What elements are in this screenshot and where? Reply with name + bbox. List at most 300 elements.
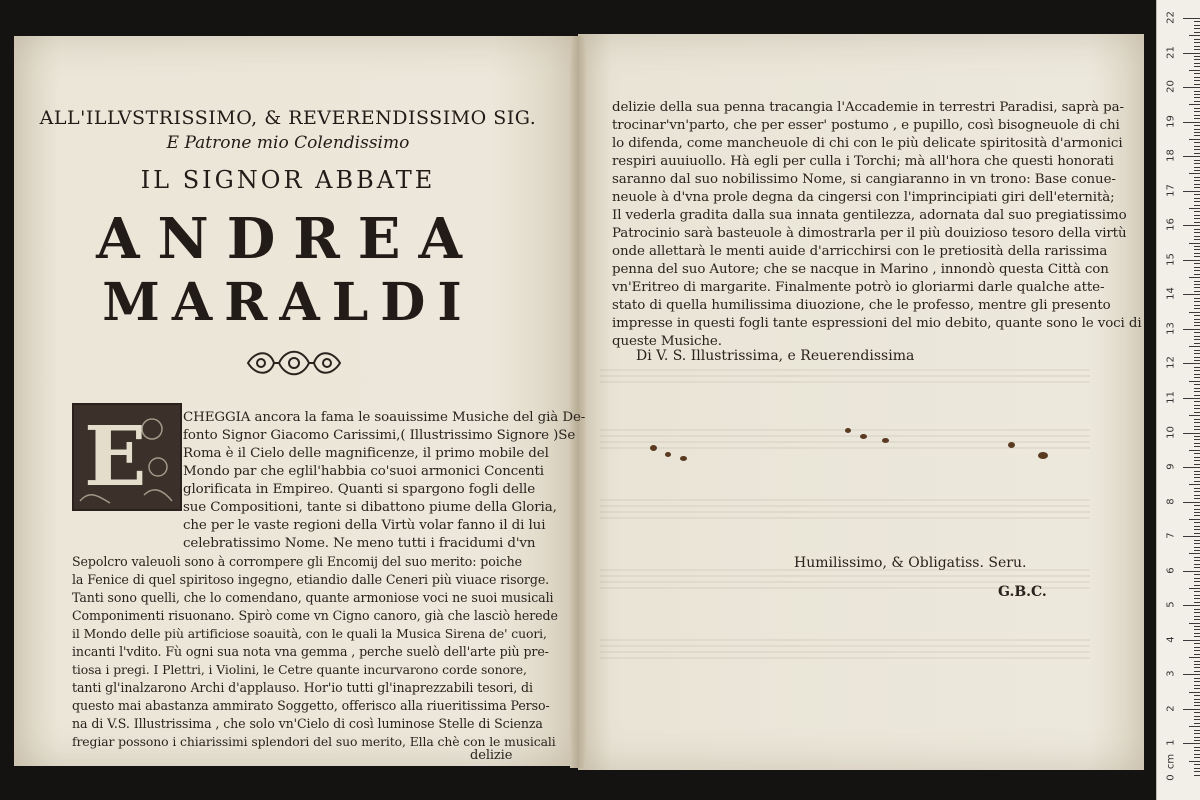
ruler-tick <box>1194 650 1200 651</box>
ruler-number: 1 <box>1165 739 1177 747</box>
ruler-tick <box>1194 443 1200 444</box>
ruler-tick <box>1183 398 1200 399</box>
left-line-5: glorificata in Empireo. Quanti si spargono fogli delle <box>183 482 536 497</box>
ruler-tick <box>1194 702 1200 703</box>
ruler-tick <box>1194 771 1200 772</box>
ruler-tick <box>1194 750 1200 751</box>
ruler-number: 4 <box>1165 636 1177 643</box>
closing: Humilissimo, & Obligatiss. Seru. <box>794 555 1027 571</box>
ruler-tick <box>1183 329 1200 330</box>
left-line-8: celebratissimo Nome. Ne meno tutti i fracidumi d'vn <box>183 536 536 551</box>
patron-line: E Patrone mio Colendissimo <box>166 133 410 153</box>
ruler-tick <box>1194 723 1200 724</box>
ruler-number: 20 <box>1165 80 1177 93</box>
ruler-number: 3 <box>1165 670 1177 678</box>
ruler-tick <box>1194 146 1200 147</box>
ruler-tick <box>1194 115 1200 116</box>
ruler-tick <box>1194 97 1200 98</box>
ruler-tick <box>1194 626 1200 627</box>
ruler-tick <box>1194 737 1200 738</box>
ruler-tick <box>1194 94 1200 95</box>
left-line-18: na di V.S. Illustrissima , che solo vn'Cielo di così luminose Stelle di Scienza <box>72 716 543 731</box>
ruler-tick <box>1194 367 1200 368</box>
ruler-tick <box>1194 25 1200 26</box>
ruler-tick <box>1189 208 1200 209</box>
left-line-9: Sepolcro valeuoli sono à corrompere gli Encomij del suo merito: poiche <box>72 554 522 569</box>
ruler-number: 21 <box>1165 45 1177 59</box>
ruler-tick <box>1183 260 1200 261</box>
ruler-tick <box>1194 21 1200 22</box>
ruler-tick <box>1189 243 1200 244</box>
ruler-tick <box>1183 53 1200 54</box>
ruler-tick <box>1189 312 1200 313</box>
ruler-tick <box>1194 177 1200 178</box>
ruler-tick <box>1194 426 1200 427</box>
ruler-tick <box>1194 481 1200 482</box>
ruler-number: 13 <box>1165 322 1177 335</box>
ruler-tick <box>1194 522 1200 523</box>
left-line-6: sue Compositioni, tante si dibattono piume della Gloria, <box>183 500 557 515</box>
ruler-tick <box>1194 322 1200 323</box>
ruler-tick <box>1194 647 1200 648</box>
ruler-tick <box>1183 294 1200 295</box>
right-line-12: stato di quella humilissima diuozione, che le professo, mentre gli presento <box>612 298 1111 313</box>
ruler-tick <box>1194 108 1200 109</box>
stain-1 <box>650 445 657 451</box>
initial-letter: E <box>84 409 147 505</box>
ruler-tick <box>1189 173 1200 174</box>
ruler-tick <box>1194 719 1200 720</box>
ruler-tick <box>1194 602 1200 603</box>
ruler-tick <box>1183 709 1200 710</box>
ruler-number: 12 <box>1165 356 1177 370</box>
left-line-16: tanti gl'inalzarono Archi d'applauso. Hor'io tutti gl'inaprezzabili tesori, di <box>72 680 533 695</box>
ruler-number: 6 <box>1165 567 1177 574</box>
ruler-tick <box>1194 198 1200 199</box>
ruler-tick <box>1194 471 1200 472</box>
name-first: ANDREA <box>96 206 480 272</box>
ruler-tick <box>1194 281 1200 282</box>
right-line-5: saranno dal suo nobilissimo Nome, si cangiaranno in vn trono: Base conue- <box>612 172 1116 187</box>
ruler-tick <box>1194 80 1200 81</box>
ruler-tick <box>1194 685 1200 686</box>
stain-4 <box>845 428 851 433</box>
ruler-tick <box>1194 664 1200 665</box>
ruler-tick <box>1194 405 1200 406</box>
ruler-tick <box>1194 336 1200 337</box>
ruler-number: 14 <box>1165 287 1177 301</box>
ruler-tick <box>1194 654 1200 655</box>
ruler-tick <box>1194 488 1200 489</box>
left-line-17: questo mai abastanza ammirato Soggetto, offerisco alla riueritissima Perso- <box>72 698 550 713</box>
ruler-tick <box>1194 581 1200 582</box>
ruler-tick <box>1194 129 1200 130</box>
ruler-tick <box>1189 104 1200 105</box>
ruler-tick <box>1183 640 1200 641</box>
ruler-tick <box>1189 415 1200 416</box>
ruler-tick <box>1194 319 1200 320</box>
ruler-tick <box>1183 674 1200 675</box>
ruler-tick <box>1194 135 1200 136</box>
ruler-tick <box>1194 63 1200 64</box>
ruler-tick <box>1194 498 1200 499</box>
ruler-tick <box>1194 633 1200 634</box>
ruler-number: 0 <box>1165 774 1177 781</box>
ruler-tick <box>1194 699 1200 700</box>
ruler-tick <box>1194 59 1200 60</box>
ruler-tick <box>1189 35 1200 36</box>
ruler-tick <box>1194 757 1200 758</box>
ruler-tick <box>1183 122 1200 123</box>
ruler-tick <box>1194 429 1200 430</box>
right-line-11: vn'Eritreo di margarite. Finalmente potrò io gloriarmi darle qualche atte- <box>612 280 1105 295</box>
stain-6 <box>882 438 889 443</box>
decorated-initial <box>72 403 182 511</box>
ruler-tick <box>1194 543 1200 544</box>
ruler-tick <box>1194 353 1200 354</box>
ruler-tick <box>1194 764 1200 765</box>
ruler-tick <box>1183 156 1200 157</box>
ruler-tick <box>1189 553 1200 554</box>
right-line-13: impresse in questi fogli tante espressioni del mio debito, quante sono le voci di <box>612 316 1142 331</box>
ruler-number: 8 <box>1165 497 1177 505</box>
ruler-tick <box>1189 692 1200 693</box>
ruler-tick <box>1194 211 1200 212</box>
ruler-tick <box>1194 422 1200 423</box>
ruler-number: 15 <box>1165 252 1177 266</box>
title-line: IL SIGNOR ABBATE <box>140 166 436 194</box>
ruler-tick <box>1194 547 1200 548</box>
ruler-unit: cm <box>1165 753 1177 770</box>
ruler-tick <box>1194 222 1200 223</box>
ruler-tick <box>1194 42 1200 43</box>
ruler-tick <box>1194 740 1200 741</box>
ruler-tick <box>1194 733 1200 734</box>
ruler-tick <box>1194 557 1200 558</box>
ruler-tick <box>1194 457 1200 458</box>
ruler-tick <box>1194 49 1200 50</box>
ruler-tick <box>1194 325 1200 326</box>
ruler-tick <box>1194 374 1200 375</box>
ruler-tick <box>1194 540 1200 541</box>
ruler-tick <box>1194 111 1200 112</box>
left-line-19: fregiar possono i chiarissimi splendori del suo merito, Ella chè con le musicali <box>72 734 556 749</box>
ruler-tick <box>1194 184 1200 185</box>
ruler-tick <box>1183 191 1200 192</box>
ruler-tick <box>1189 381 1200 382</box>
ruler-tick <box>1189 346 1200 347</box>
ruler-tick <box>1194 332 1200 333</box>
ruler-tick <box>1194 298 1200 299</box>
ruler-tick <box>1194 567 1200 568</box>
left-line-catchword: delizie <box>470 748 513 763</box>
ruler-tick <box>1194 232 1200 233</box>
ruler-tick <box>1194 170 1200 171</box>
bleed-through-staves <box>600 360 1090 690</box>
ruler-tick <box>1194 194 1200 195</box>
ruler-number: 19 <box>1165 114 1177 128</box>
ruler-tick <box>1194 712 1200 713</box>
ruler-tick <box>1194 768 1200 769</box>
ruler-tick <box>1183 87 1200 88</box>
ruler-tick <box>1183 605 1200 606</box>
ruler-tick <box>1194 28 1200 29</box>
ruler-tick <box>1194 533 1200 534</box>
right-line-10: penna del suo Autore; che se nacque in Marino , innondò questa Città con <box>612 262 1109 277</box>
left-line-7: che per le vaste regioni della Virtù volar fanno il di lui <box>183 518 546 533</box>
ruler-number: 2 <box>1165 705 1177 712</box>
ruler-tick <box>1194 512 1200 513</box>
ruler-tick <box>1194 716 1200 717</box>
ruler-tick <box>1194 73 1200 74</box>
ruler-tick <box>1194 775 1200 776</box>
ruler-tick <box>1194 526 1200 527</box>
ruler-tick <box>1189 657 1200 658</box>
ruler-tick <box>1194 301 1200 302</box>
ruler-tick <box>1194 339 1200 340</box>
ruler-tick <box>1194 678 1200 679</box>
left-line-15: tiosa i pregi. I Plettri, i Violini, le Cetre quante incurvarono corde sonore, <box>72 662 527 677</box>
ruler-number: 9 <box>1165 463 1177 470</box>
ruler-tick <box>1194 377 1200 378</box>
stain-5 <box>860 434 867 439</box>
ruler-tick <box>1194 591 1200 592</box>
ruler-tick <box>1194 163 1200 164</box>
ruler-tick <box>1194 180 1200 181</box>
left-line-12: Componimenti risuonano. Spirò come vn Cigno canoro, già che lasciò herede <box>72 608 558 623</box>
ruler-tick <box>1194 77 1200 78</box>
ruler-tick <box>1194 315 1200 316</box>
right-line-2: trocinar'vn'parto, che per esser' postumo , e pupillo, così bisogneuole di chi <box>612 118 1120 133</box>
ruler-tick <box>1194 201 1200 202</box>
ruler-tick <box>1183 536 1200 537</box>
ruler-tick <box>1194 491 1200 492</box>
ruler-tick <box>1194 132 1200 133</box>
ruler-number: 18 <box>1165 149 1177 163</box>
ruler-tick <box>1194 284 1200 285</box>
ruler-tick <box>1194 460 1200 461</box>
ruler-number: 16 <box>1165 218 1177 232</box>
ruler-tick <box>1194 357 1200 358</box>
ruler-tick <box>1194 464 1200 465</box>
salutation: Di V. S. Illustrissima, e Reuerendissima <box>636 348 915 364</box>
ruler-tick <box>1183 502 1200 503</box>
ruler-tick <box>1194 239 1200 240</box>
initials: G.B.C. <box>998 584 1047 600</box>
left-line-1: CHEGGIA ancora la fama le soauissime Musiche del già De- <box>183 410 586 425</box>
ruler-tick <box>1194 274 1200 275</box>
initial-flourish-icon <box>74 405 180 509</box>
right-line-1: delizie della sua penna tracangia l'Accademie in terrestri Paradisi, saprà pa- <box>612 100 1124 115</box>
name-last: MARALDI <box>102 272 474 333</box>
ruler-tick <box>1194 408 1200 409</box>
ruler-tick <box>1183 363 1200 364</box>
ruler-tick <box>1194 595 1200 596</box>
ruler-tick <box>1194 246 1200 247</box>
ruler-tick <box>1194 56 1200 57</box>
ruler-tick <box>1194 305 1200 306</box>
ruler-tick <box>1194 681 1200 682</box>
ruler-tick <box>1194 308 1200 309</box>
ruler-tick <box>1183 743 1200 744</box>
ruler-tick <box>1189 450 1200 451</box>
stain-3 <box>680 456 687 461</box>
ruler-tick <box>1194 118 1200 119</box>
right-line-9: onde allettarà le menti auide d'arricchirsi con le pretiosità della rarissima <box>612 244 1108 259</box>
dedication-heading: ALL'ILLVSTRISSIMO, & REVERENDISSIMO SIG. <box>39 107 537 129</box>
ruler-tick <box>1194 730 1200 731</box>
left-line-10: la Fenice di quel spiritoso ingegno, etiandio dalle Ceneri più viuace risorge. <box>72 572 550 587</box>
ruler-tick <box>1194 560 1200 561</box>
ruler-tick <box>1194 291 1200 292</box>
ruler-tick <box>1194 474 1200 475</box>
ruler-tick <box>1183 18 1200 19</box>
ruler-tick <box>1194 616 1200 617</box>
ruler-tick <box>1189 277 1200 278</box>
left-line-13: il Mondo delle più artificiose soauità, con le quali la Musica Sirena de' cuori, <box>72 626 547 641</box>
ruler-tick <box>1194 401 1200 402</box>
ruler-tick <box>1194 688 1200 689</box>
ruler-tick <box>1194 215 1200 216</box>
ruler-tick <box>1194 578 1200 579</box>
ruler-tick <box>1194 705 1200 706</box>
ruler-tick <box>1194 91 1200 92</box>
ruler-tick <box>1183 225 1200 226</box>
ruler-tick <box>1194 66 1200 67</box>
ruler-tick <box>1194 419 1200 420</box>
ruler-tick <box>1183 433 1200 434</box>
ruler-tick <box>1194 153 1200 154</box>
ruler-tick <box>1194 505 1200 506</box>
ruler-tick <box>1194 598 1200 599</box>
ruler-tick <box>1194 350 1200 351</box>
ruler-tick <box>1194 754 1200 755</box>
ruler-tick <box>1194 619 1200 620</box>
ruler-tick <box>1194 360 1200 361</box>
ruler-tick <box>1189 761 1200 762</box>
ruler-tick <box>1194 439 1200 440</box>
ruler-tick <box>1194 236 1200 237</box>
ruler-tick <box>1194 446 1200 447</box>
ruler-tick <box>1194 436 1200 437</box>
ruler-tick <box>1194 218 1200 219</box>
right-line-14: queste Musiche. <box>612 334 722 349</box>
stain-2 <box>665 452 671 457</box>
ruler-tick <box>1194 667 1200 668</box>
ruler-tick <box>1189 623 1200 624</box>
ruler-number: 22 <box>1165 11 1177 24</box>
ruler-tick <box>1194 629 1200 630</box>
right-line-6: neuole à d'vna prole degna da cingersi con l'imprincipiati giri dell'eternità; <box>612 190 1115 205</box>
ruler-tick <box>1194 160 1200 161</box>
ruler-tick <box>1194 671 1200 672</box>
ruler-tick <box>1194 249 1200 250</box>
ruler-tick <box>1194 395 1200 396</box>
ruler-tick <box>1194 270 1200 271</box>
ruler-tick <box>1194 585 1200 586</box>
ruler-tick <box>1194 253 1200 254</box>
measurement-ruler <box>1156 0 1200 800</box>
ruler-tick <box>1194 453 1200 454</box>
ruler-number: 11 <box>1165 391 1177 404</box>
ruler-tick <box>1194 515 1200 516</box>
ruler-tick <box>1194 509 1200 510</box>
ruler-tick <box>1194 125 1200 126</box>
ruler-tick <box>1189 70 1200 71</box>
ruler-tick <box>1194 495 1200 496</box>
ruler-tick <box>1194 370 1200 371</box>
ruler-tick <box>1189 519 1200 520</box>
ruler-tick <box>1194 39 1200 40</box>
right-line-8: Patrocinio sarà basteuole à dimostrarla per il più douizioso tesoro della virtù <box>612 226 1127 241</box>
ruler-tick <box>1194 529 1200 530</box>
ruler-tick <box>1189 484 1200 485</box>
right-line-7: Il vederla gradita dalla sua innata gentilezza, adornata dal suo pregiatissimo <box>612 208 1127 223</box>
ruler-tick <box>1194 187 1200 188</box>
ruler-tick <box>1194 263 1200 264</box>
ruler-tick <box>1194 612 1200 613</box>
ruler-tick <box>1194 46 1200 47</box>
ruler-tick <box>1194 384 1200 385</box>
ruler-tick <box>1194 101 1200 102</box>
ruler-tick <box>1194 287 1200 288</box>
ruler-tick <box>1194 267 1200 268</box>
right-line-3: lo difenda, come mancheuole di chi con le più delicate spiritosità d'armonici <box>612 136 1123 151</box>
ruler-tick <box>1194 609 1200 610</box>
left-line-2: fonto Signor Giacomo Carissimi,( Illustrissimo Signore )Se <box>183 428 576 443</box>
ruler-tick <box>1194 391 1200 392</box>
left-line-14: incanti l'vdito. Fù ogni sua nota vna gemma , perche suelò dell'arte più pre- <box>72 644 549 659</box>
ruler-tick <box>1194 142 1200 143</box>
ruler-tick <box>1194 256 1200 257</box>
ruler-tick <box>1194 205 1200 206</box>
ruler-number: 17 <box>1165 183 1177 197</box>
left-line-3: Roma è il Cielo delle magnificenze, il primo mobile del <box>183 446 549 461</box>
ruler-tick <box>1194 695 1200 696</box>
ruler-tick <box>1194 32 1200 33</box>
ruler-tick <box>1189 588 1200 589</box>
stain-7 <box>1008 442 1015 448</box>
ruler-tick <box>1194 84 1200 85</box>
ruler-tick <box>1194 477 1200 478</box>
ruler-tick <box>1194 636 1200 637</box>
ruler-number: 7 <box>1165 532 1177 539</box>
ruler-number: 5 <box>1165 601 1177 608</box>
floral-ornament <box>244 346 344 380</box>
ruler-tick <box>1194 412 1200 413</box>
ruler-tick <box>1194 229 1200 230</box>
ruler-tick <box>1194 167 1200 168</box>
ruler-tick <box>1194 564 1200 565</box>
left-line-4: Mondo par che eglil'habbia co'suoi armonici Concenti <box>183 464 544 479</box>
right-line-4: respiri auuiuollo. Hà egli per culla i Torchi; mà all'hora che questi honorati <box>612 154 1114 169</box>
ruler-number: 10 <box>1165 425 1177 439</box>
stain-8 <box>1038 452 1048 459</box>
ruler-tick <box>1183 571 1200 572</box>
ruler-tick <box>1194 550 1200 551</box>
ruler-tick <box>1183 467 1200 468</box>
ruler-tick <box>1194 149 1200 150</box>
ruler-tick <box>1194 388 1200 389</box>
ruler-tick <box>1189 726 1200 727</box>
ruler-tick <box>1194 747 1200 748</box>
ruler-tick <box>1194 661 1200 662</box>
ruler-tick <box>1189 139 1200 140</box>
ruler-tick <box>1194 643 1200 644</box>
left-line-11: Tanti sono quelli, che lo comendano, quante armoniose voci ne suoi musicali <box>72 590 554 605</box>
ruler-tick <box>1194 574 1200 575</box>
ruler-tick <box>1194 343 1200 344</box>
